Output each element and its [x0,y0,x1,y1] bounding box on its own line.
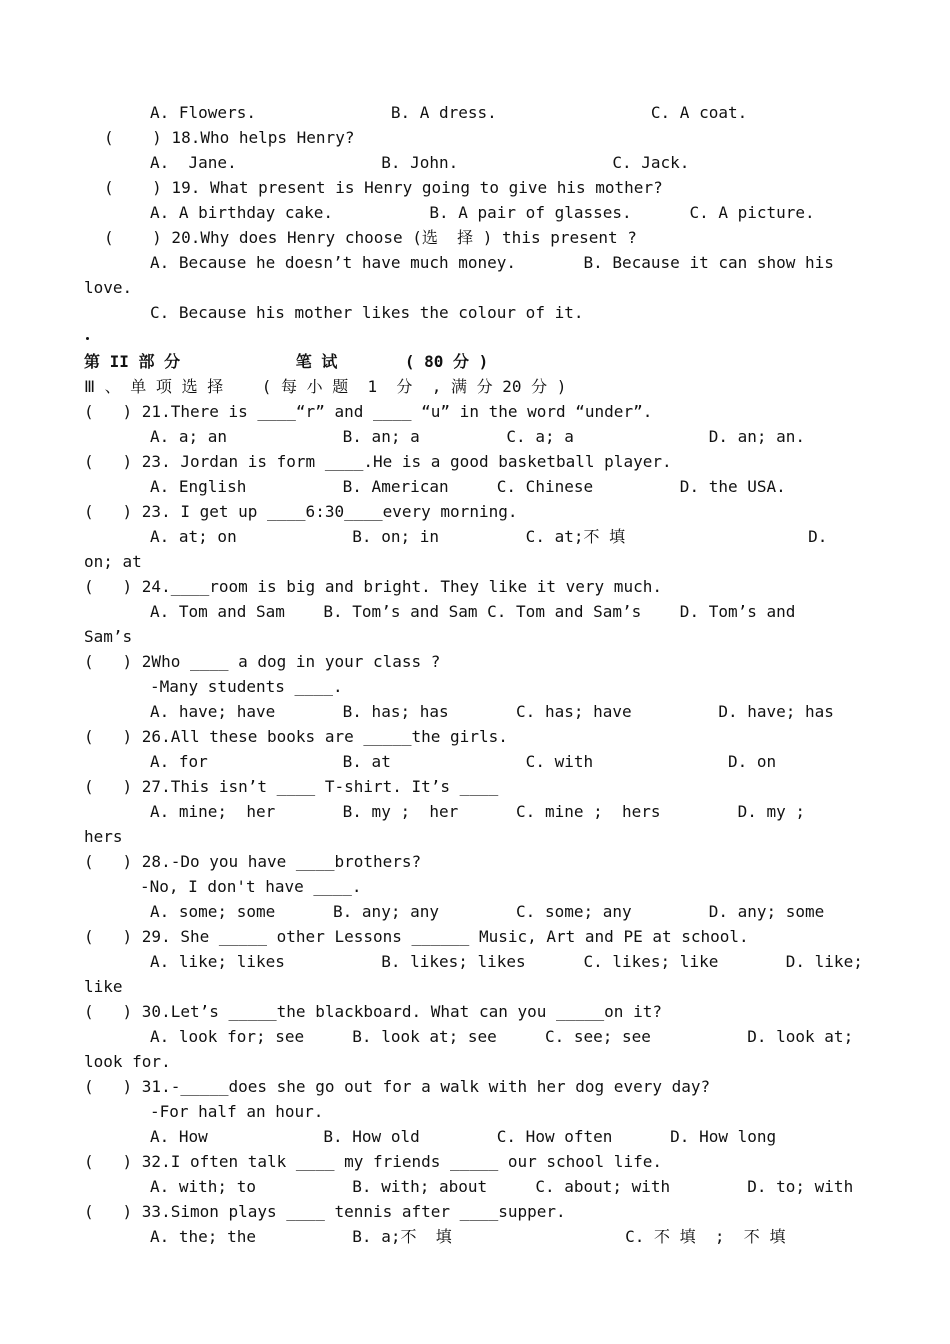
text-line: ( ) 30.Let’s _____the blackboard. What can you _____on it? [84,1002,662,1021]
text-line: A. at; on B. on; in C. at;不 填 D. [150,527,828,546]
text-line: A. have; have B. has; has C. has; have D. have; has [150,702,834,721]
text-line: ( ) 26.All these books are _____the girls. [84,727,508,746]
text-line: A. Because he doesn’t have much money. B. Because it can show his [150,253,834,272]
text-line: ( ) 20.Why does Henry choose (选 择 ) this present ? [104,228,637,247]
text-line: ( ) 23. I get up ____6:30____every morning. [84,502,518,521]
text-line: 第 II 部 分 笔 试 ( 80 分 ) [84,352,489,371]
text-line: ( ) 23. Jordan is form ____.He is a good basketball player. [84,452,672,471]
text-line: ( ) 24.____room is big and bright. They like it very much. [84,577,662,596]
text-line: -For half an hour. [150,1102,324,1121]
text-line: ( ) 29. She _____ other Lessons ______ Music, Art and PE at school. [84,927,749,946]
text-line: A. look for; see B. look at; see C. see; see D. look at; [150,1027,854,1046]
bullet-dot [86,337,89,340]
text-line: -No, I don't have ____. [140,877,362,896]
text-line: ( ) 27.This isn’t ____ T-shirt. It’s ____ [84,777,499,796]
text-line: ( ) 32.I often talk ____ my friends _____ our school life. [84,1152,662,1171]
text-line: like [84,977,123,996]
text-line: A. How B. How old C. How often D. How long [150,1127,777,1146]
text-line: A. Jane. B. John. C. Jack. [150,153,690,172]
text-line: ( ) 28.-Do you have ____brothers? [84,852,422,871]
text-line: Sam’s [84,627,133,646]
text-line: A. with; to B. with; about C. about; with D. to; with [150,1177,854,1196]
text-line: ( ) 2Who ____ a dog in your class ? [84,652,441,671]
text-line: ( ) 18.Who helps Henry? [104,128,355,147]
text-line: A. some; some B. any; any C. some; any D. any; some [150,902,825,921]
text-line: ( ) 21.There is ____“r” and ____ “u” in the word “under”. [84,402,653,421]
text-line: C. Because his mother likes the colour of it. [150,303,584,322]
text-line: A. for B. at C. with D. on [150,752,777,771]
text-line: ( ) 33.Simon plays ____ tennis after ____supper. [84,1202,566,1221]
text-line: look for. [84,1052,171,1071]
text-line: A. Flowers. B. A dress. C. A coat. [150,103,748,122]
text-line: A. Tom and Sam B. Tom’s and Sam C. Tom and Sam’s D. Tom’s and [150,602,796,621]
text-line: love. [84,278,133,297]
text-line: on; at [84,552,142,571]
text-line: ( ) 19. What present is Henry going to give his mother? [104,178,663,197]
text-line: A. like; likes B. likes; likes C. likes; like D. like; [150,952,863,971]
text-line: A. a; an B. an; a C. a; a D. an; an. [150,427,806,446]
text-line: Ⅲ 、 单 项 选 择 ( 每 小 题 1 分 , 满 分 20 分 ) [84,377,567,396]
text-line: -Many students ____. [150,677,343,696]
text-line: A. mine; her B. my ; her C. mine ; hers D. my ; [150,802,806,821]
text-line: A. the; the B. a;不 填 C. 不 填 ; 不 填 [150,1227,786,1246]
text-line: A. A birthday cake. B. A pair of glasses. C. A picture. [150,203,815,222]
text-line: hers [84,827,123,846]
text-line: ( ) 31.-_____does she go out for a walk with her dog every day? [84,1077,711,1096]
text-line: A. English B. American C. Chinese D. the USA. [150,477,786,496]
